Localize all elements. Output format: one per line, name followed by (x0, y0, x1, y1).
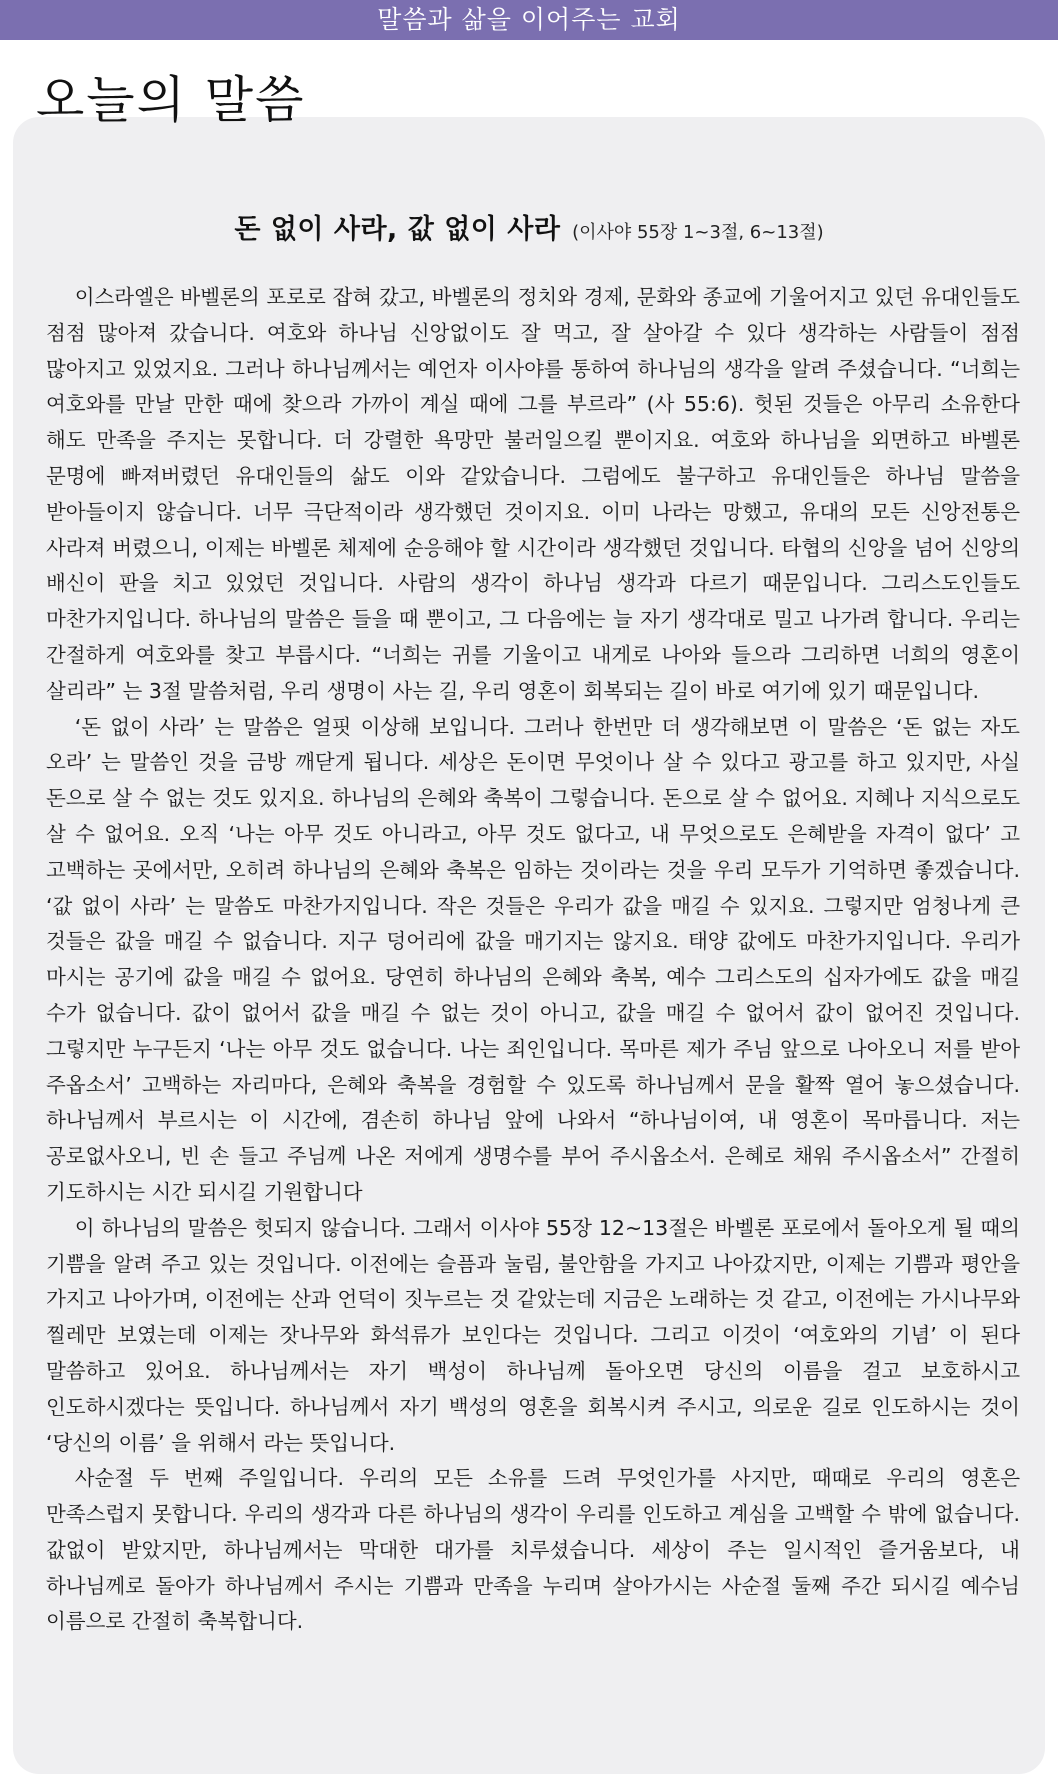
sermon-title: 돈 없이 사라, 값 없이 사라 (234, 214, 561, 245)
church-slogan: 말씀과 삶을 이어주는 교회 (377, 5, 681, 34)
sermon-panel (13, 117, 1045, 1774)
sermon-paragraph: 이 하나님의 말씀은 헛되지 않습니다. 그래서 이사야 55장 12~13절은 바벨론 포로에서 돌아오게 될 때의 기쁨을 알려 주고 있는 것입니다. 이전에는 슬픔과 눌림, 불안함을 가지고 나아갔지만, 이제는 기쁨과 평안을 가지고 나아가며, 이전에는 산과 언덕이 짓누르는 것 같았는데 지금은 노래하는 것 같고, 이전에는 가시나무와 찔레만 보였는데 이제는 잣나무와 화석류가 보인다는 것입니다. 그리고 이것이 ‘여호와의 기념’ 이 된다 말씀하고 있어요. 하나님께서는 자기 백성이 하나님께 돌아오면 당신의 이름을 걸고 보호하시고 인도하시겠다는 뜻입니다. 하나님께서 자기 백성의 영혼을 회복시켜 주시고, 의로운 길로 인도하시는 것이 ‘당신의 이름’ 을 위해서 라는 뜻입니다. (46, 1215, 1020, 1455)
sermon-paragraph: ‘돈 없이 사라’ 는 말씀은 얼핏 이상해 보입니다. 그러나 한번만 더 생각해보면 이 말씀은 ‘돈 없는 자도 오라’ 는 말씀인 것을 금방 깨닫게 됩니다. 세상은 돈이면 무엇이나 살 수 있다고 광고를 하고 있지만, 사실 돈으로 살 수 없는 것도 있지요. 하나님의 은혜와 축복이 그렇습니다. 돈으로 살 수 없어요. 지혜나 지식으로도 살 수 없어요. 오직 ‘나는 아무 것도 아니라고, 아무 것도 없다고, 내 무엇으로도 은혜받을 자격이 없다’ 고 고백하는 곳에서만, 오히려 하나님의 은혜와 축복은 임하는 것이라는 것을 우리 모두가 기억하면 좋겠습니다. ‘값 없이 사라’ 는 말씀도 마찬가지입니다. 작은 것들은 우리가 값을 매길 수 있지요. 그렇지만 엄청나게 큰 것들은 값을 매길 수 없습니다. 지구 덩어리에 값을 매기지는 않지요. 태양 값에도 마찬가지입니다. 우리가 마시는 공기에 값을 매길 수 없어요. 당연히 하나님의 은혜와 축복, 예수 그리스도의 십자가에도 값을 매길 수가 없습니다. 값이 없어서 값을 매길 수 없는 것이 아니고, 값을 매길 수 없어서 값이 없어진 것입니다. 그렇지만 누구든지 ‘나는 아무 것도 없습니다. 나는 죄인입니다. 목마른 제가 주님 앞으로 나아오니 저를 받아 주옵소서’ 고백하는 자리마다, 은혜와 축복을 경험할 수 있도록 하나님께서 문을 활짝 열어 놓으셨습니다. 하나님께서 부르시는 이 시간에, 겸손히 하나님 앞에 나와서 “하나님이여, 내 영혼이 목마릅니다. 저는 공로없사오니, 빈 손 들고 주님께 나온 저에게 생명수를 부어 주시옵소서. 은혜로 채워 주시옵소서” 간절히 기도하시는 시간 되시길 기원합니다 (46, 714, 1020, 1204)
sermon-body (46, 280, 1020, 1640)
sermon-paragraph: 이스라엘은 바벨론의 포로로 잡혀 갔고, 바벨론의 정치와 경제, 문화와 종교에 기울어지고 있던 유대인들도 점점 많아져 갔습니다. 여호와 하나님 신앙없이도 잘 먹고, 잘 살아갈 수 있다 생각하는 사람들이 점점 많아지고 있었지요. 그러나 하나님께서는 예언자 이사야를 통하여 하나님의 생각을 알려 주셨습니다. “너희는 여호와를 만날 만한 때에 찾으라 가까이 계실 때에 그를 부르라” (사 55:6). 헛된 것들은 아무리 소유한다 해도 만족을 주지는 못합니다. 더 강렬한 욕망만 불러일으킬 뿐이지요. 여호와 하나님을 외면하고 바벨론 문명에 빠져버렸던 유대인들의 삶도 이와 같았습니다. 그럼에도 불구하고 유대인들은 하나님 말씀을 받아들이지 않습니다. 너무 극단적이라 생각했던 것이지요. 이미 나라는 망했고, 유대의 모든 신앙전통은 사라져 버렸으니, 이제는 바벨론 체제에 순응해야 할 시간이라 생각했던 것입니다. 타협의 신앙을 넘어 신앙의 배신이 판을 치고 있었던 것입니다. 사람의 생각이 하나님 생각과 다르기 때문입니다. 그리스도인들도 마찬가지입니다. 하나님의 말씀은 들을 때 뿐이고, 그 다음에는 늘 자기 생각대로 밀고 나가려 합니다. 우리는 간절하게 여호와를 찾고 부릅시다. “너희는 귀를 기울이고 내게로 나아와 들으라 그리하면 너희의 영혼이 살리라” 는 3절 말씀처럼, 우리 생명이 사는 길, 우리 영혼이 회복되는 길이 바로 여기에 있기 때문입니다. (46, 285, 1020, 703)
church-banner (0, 0, 1058, 40)
page-title: 오늘의 말씀 (36, 71, 306, 129)
sermon-paragraph: 사순절 두 번째 주일입니다. 우리의 모든 소유를 드려 무엇인가를 사지만, 때때로 우리의 영혼은 만족스럽지 못합니다. 우리의 생각과 다른 하나님의 생각이 우리를 인도하고 계심을 고백할 수 밖에 없습니다. 값없이 받았지만, 하나님께서는 막대한 대가를 치루셨습니다. 세상이 주는 일시적인 즐거움보다, 내 하나님께로 돌아가 하나님께서 주시는 기쁨과 만족을 누리며 살아가시는 사순절 둘째 주간 되시길 예수님 이름으로 간절히 축복합니다. (46, 1466, 1020, 1634)
scripture-reference: (이사야 55장 1~3절, 6~13절) (572, 222, 824, 243)
sermon-heading (13, 207, 1045, 246)
